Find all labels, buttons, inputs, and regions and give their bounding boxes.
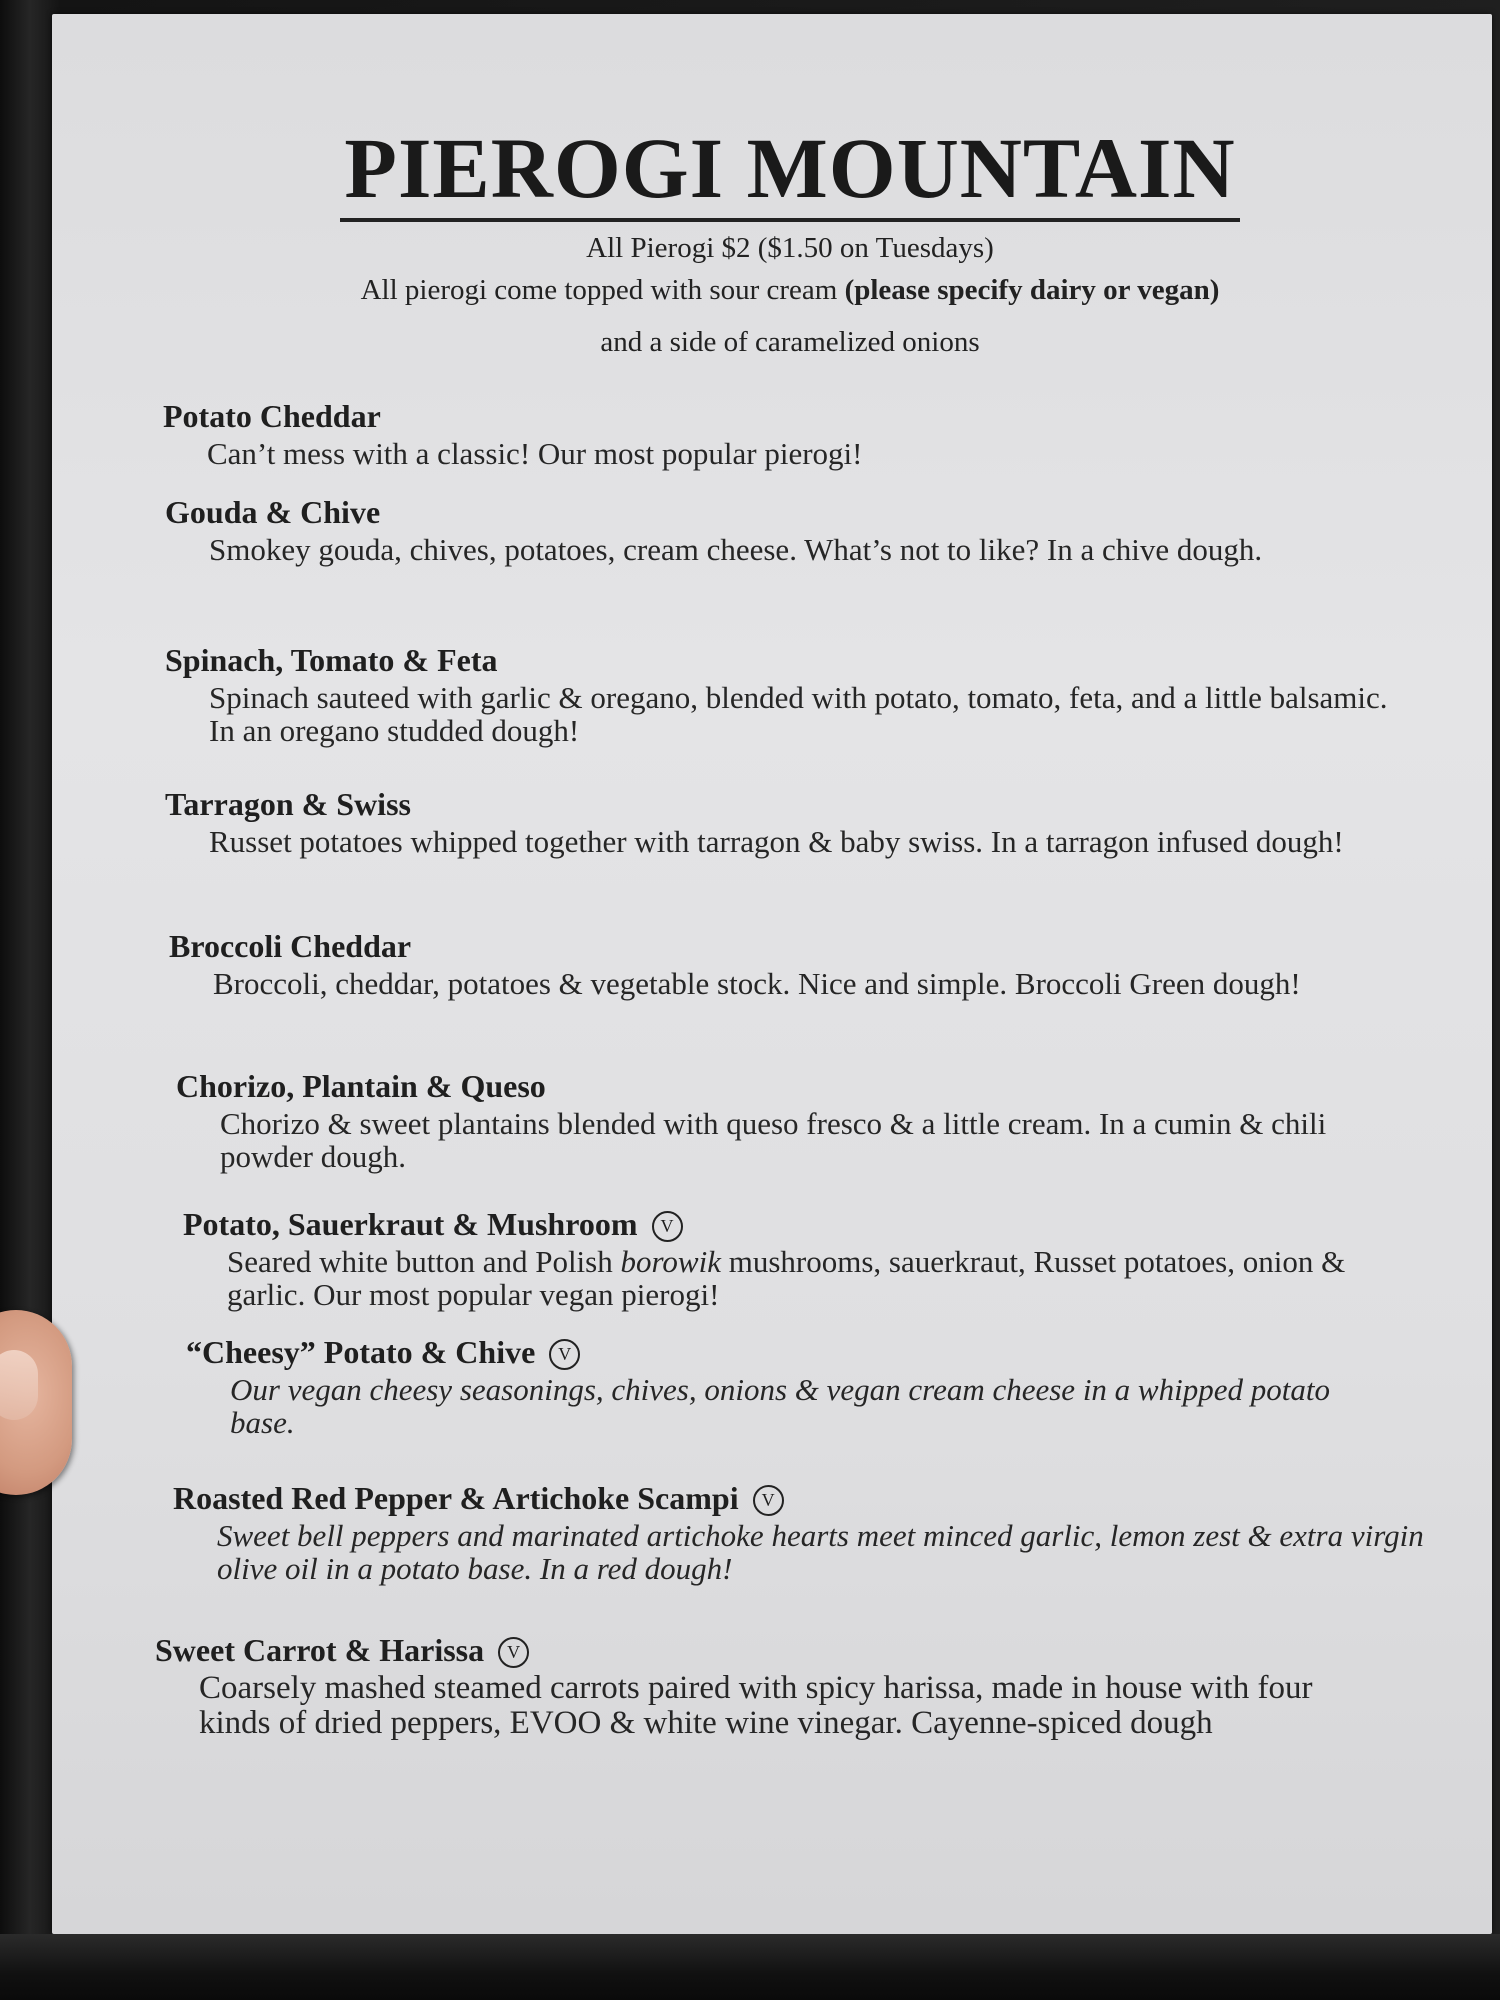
vegan-icon: V [549, 1339, 580, 1370]
item-description: Can’t mess with a classic! Our most popular pierogi! [207, 435, 863, 471]
item-name: Gouda & Chive [165, 494, 381, 530]
onions-line: and a side of caramelized onions [600, 326, 980, 358]
item-description: Sweet bell peppers and marinated artichoke hearts meet minced garlic, lemon zest & extra virgin olive oil in a potato base. In a red dough! [217, 1517, 1424, 1587]
binder-bottom-edge [0, 1934, 1500, 2000]
menu-item [155, 1632, 1385, 1742]
item-description: Smokey gouda, chives, potatoes, cream cheese. What’s not to like? In a chive dough. [209, 531, 1263, 567]
item-description: Chorizo & sweet plantains blended with queso fresco & a little cream. In a cumin & chili powder dough. [220, 1105, 1327, 1175]
item-name [186, 1334, 1386, 1371]
topping-line [0, 274, 1500, 307]
item-description: Coarsely mashed steamed carrots paired with spicy harissa, made in house with four kinds of dried peppers, EVOO & white wine vinegar. Cayenne-spiced dough [199, 1669, 1313, 1742]
vegan-icon: V [652, 1211, 683, 1242]
topping-line-text: All pierogi come topped with sour cream [360, 274, 845, 306]
borowik-italic: borowik [620, 1243, 721, 1279]
item-name [155, 1632, 1385, 1669]
item-name [183, 1206, 1383, 1243]
item-name [173, 1480, 1433, 1517]
item-name: Chorizo, Plantain & Queso [176, 1068, 546, 1104]
menu-item [169, 928, 1379, 1000]
menu-title [0, 118, 1500, 218]
menu-item [165, 786, 1385, 858]
vegan-icon: V [498, 1637, 529, 1668]
price-line: All Pierogi $2 ($1.50 on Tuesdays) [586, 232, 994, 264]
item-name-text: Potato, Sauerkraut & Mushroom [183, 1206, 638, 1242]
item-name-text: Sweet Carrot & Harissa [155, 1632, 485, 1668]
item-description [227, 1245, 1383, 1312]
item-name: Tarragon & Swiss [165, 786, 411, 822]
menu-item [183, 1206, 1383, 1312]
menu-title-text: PIEROGI MOUNTAIN [340, 120, 1239, 222]
item-description: Russet potatoes whipped together with tarragon & baby swiss. In a tarragon infused dough! [209, 823, 1344, 859]
item-description: Spinach sauteed with garlic & oregano, blended with potato, tomato, feta, and a little balsamic. In an oregano studded dough! [209, 679, 1388, 749]
item-description: Our vegan cheesy seasonings, chives, onions & vegan cream cheese in a whipped potato base. [230, 1371, 1330, 1441]
menu-item [173, 1480, 1433, 1586]
menu-item [163, 398, 1383, 470]
vegan-icon: V [753, 1485, 784, 1516]
item-name: Potato Cheddar [163, 398, 381, 434]
item-name: Spinach, Tomato & Feta [165, 642, 498, 678]
item-name-text: Roasted Red Pepper & Artichoke Scampi [173, 1480, 739, 1516]
dairy-vegan-note: (please specify dairy or vegan) [844, 274, 1220, 306]
item-description-text: Seared white button and Polish [227, 1243, 621, 1279]
menu-item [165, 642, 1405, 748]
item-name-text: “Cheesy” Potato & Chive [186, 1334, 536, 1370]
item-name: Broccoli Cheddar [169, 928, 412, 964]
menu-item [186, 1334, 1386, 1440]
holding-thumb [0, 1310, 72, 1495]
item-description-text: mushrooms, sauerkraut, Russet potatoes, onion & garlic. Our most popular vegan pierogi! [227, 1243, 1346, 1313]
menu-item [165, 494, 1385, 566]
thumb-nail [0, 1350, 38, 1420]
menu-item [176, 1068, 1386, 1174]
item-description: Broccoli, cheddar, potatoes & vegetable stock. Nice and simple. Broccoli Green dough! [213, 965, 1301, 1001]
